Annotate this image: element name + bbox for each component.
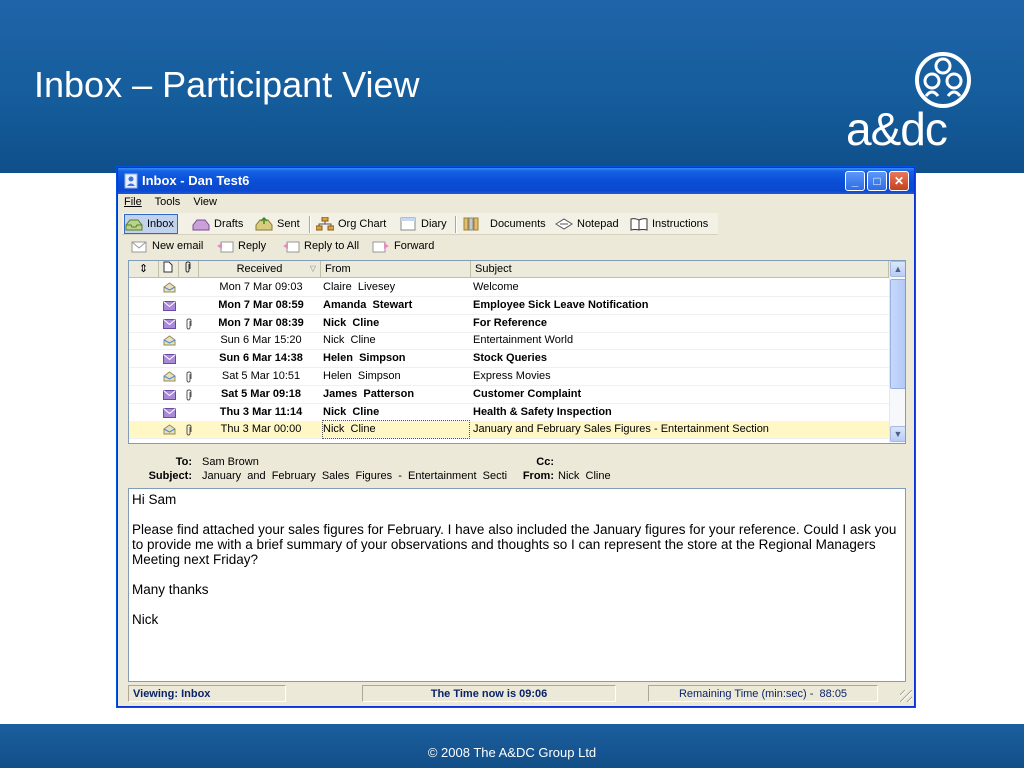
table-row[interactable] xyxy=(129,297,889,315)
org-chart-label: Org Chart xyxy=(338,218,387,230)
drafts-icon xyxy=(192,217,210,231)
message-header xyxy=(128,454,906,488)
received-cell: Thu 3 Mar 00:00 xyxy=(220,423,302,436)
received-cell: Sat 5 Mar 09:18 xyxy=(220,387,302,400)
notepad-icon xyxy=(555,217,573,231)
message-list xyxy=(128,260,906,444)
from-cell: Helen Simpson xyxy=(323,352,406,365)
forward-icon xyxy=(372,239,390,253)
from-label: From: xyxy=(522,470,554,482)
open-envelope-icon xyxy=(163,421,177,438)
received-cell: Thu 3 Mar 11:14 xyxy=(219,405,303,418)
drafts-label: Drafts xyxy=(214,218,244,230)
resize-grip[interactable] xyxy=(900,690,912,702)
people-circle-icon xyxy=(840,50,990,110)
subject-cell: Express Movies xyxy=(473,370,551,382)
app-icon xyxy=(124,173,138,189)
slide-title: Inbox – Participant View xyxy=(34,64,420,105)
type-column-header[interactable] xyxy=(159,261,179,278)
table-row[interactable] xyxy=(129,404,889,422)
sent-icon xyxy=(255,217,273,231)
menu-tools[interactable]: Tools xyxy=(154,196,181,208)
scroll-thumb[interactable] xyxy=(890,279,906,389)
envelope-icon xyxy=(163,297,177,314)
message-toolbar xyxy=(122,235,718,257)
reply-button[interactable] xyxy=(216,237,266,255)
window-titlebar[interactable] xyxy=(118,168,914,194)
subject-cell: Employee Sick Leave Notification xyxy=(473,298,649,311)
attachment-column-header[interactable] xyxy=(179,261,199,278)
reply-all-icon xyxy=(282,239,300,253)
open-envelope-icon xyxy=(163,279,177,296)
to-label: To: xyxy=(175,456,192,468)
menubar xyxy=(124,196,227,214)
received-cell: Sun 6 Mar 14:38 xyxy=(219,352,303,365)
from-column-header[interactable] xyxy=(321,261,471,278)
received-cell: Mon 7 Mar 08:59 xyxy=(218,298,304,311)
table-row[interactable] xyxy=(129,279,889,297)
window-title: Inbox - Dan Test6 xyxy=(142,173,250,188)
from-cell: Claire Livesey xyxy=(323,281,396,293)
time-status: The Time now is 09:06 xyxy=(362,685,616,702)
new-email-icon xyxy=(130,239,148,253)
diary-label: Diary xyxy=(421,218,447,230)
menu-view[interactable]: View xyxy=(193,196,217,208)
subject-cell: Health & Safety Inspection xyxy=(473,405,612,418)
diary-icon xyxy=(399,217,417,231)
list-header xyxy=(129,261,889,278)
logo-text: a&dc xyxy=(846,103,947,155)
table-row[interactable] xyxy=(129,421,889,439)
from-cell: Nick Cline xyxy=(323,405,380,418)
envelope-icon xyxy=(163,315,177,332)
subject-cell: January and February Sales Figures - Entertainment Section xyxy=(473,423,769,436)
toolbar-separator xyxy=(455,216,457,233)
page-icon xyxy=(163,261,173,273)
org-chart-icon xyxy=(316,217,334,231)
from-cell: Nick Cline xyxy=(323,334,376,347)
close-button[interactable]: ✕ xyxy=(889,171,909,191)
subject-header-label: Subject xyxy=(475,263,512,275)
diary-button[interactable] xyxy=(399,215,447,233)
copyright-text: © 2008 The A&DC Group Ltd xyxy=(427,745,597,760)
reply-all-label: Reply to All xyxy=(304,240,360,252)
inbox-label: Inbox xyxy=(147,218,174,230)
sent-label: Sent xyxy=(277,218,300,230)
table-row[interactable] xyxy=(129,332,889,350)
from-value: Nick Cline xyxy=(558,470,611,482)
message-body[interactable] xyxy=(128,488,906,682)
instructions-button[interactable] xyxy=(630,215,708,233)
viewing-status: Viewing: Inbox xyxy=(128,685,286,702)
received-column-header[interactable] xyxy=(199,261,321,278)
paperclip-icon xyxy=(185,315,195,332)
body-signoff: Many thanks xyxy=(132,582,209,597)
org-chart-button[interactable] xyxy=(316,215,386,233)
reply-icon xyxy=(216,239,234,253)
sort-column-header[interactable] xyxy=(129,261,159,278)
from-cell: Nick Cline xyxy=(323,421,469,438)
sort-arrows-icon: ⇕ xyxy=(138,263,149,275)
subject-cell: Customer Complaint xyxy=(473,387,582,400)
scroll-up-button[interactable]: ▲ xyxy=(890,261,906,277)
forward-button[interactable] xyxy=(372,237,434,255)
from-cell: James Patterson xyxy=(323,387,415,400)
drafts-button[interactable] xyxy=(192,215,243,233)
documents-button[interactable] xyxy=(462,215,546,233)
toolbar-separator xyxy=(309,216,311,233)
adc-logo xyxy=(840,50,990,160)
notepad-label: Notepad xyxy=(577,218,619,230)
remaining-time-status: Remaining Time (min:sec) - 88:05 xyxy=(648,685,878,702)
slide-header xyxy=(0,0,1024,173)
maximize-button[interactable]: □ xyxy=(867,171,887,191)
menu-file[interactable]: File xyxy=(124,196,142,208)
received-cell: Sat 5 Mar 10:51 xyxy=(221,370,301,382)
body-signature: Nick xyxy=(132,612,159,627)
open-envelope-icon xyxy=(163,368,177,385)
envelope-icon xyxy=(163,386,177,403)
from-header-label: From xyxy=(325,263,351,275)
table-row[interactable] xyxy=(129,386,889,404)
received-cell: Mon 7 Mar 09:03 xyxy=(219,281,303,293)
notepad-button[interactable] xyxy=(555,215,619,233)
subject-value: January and February Sales Figures - Entertainment Secti xyxy=(202,470,508,482)
subject-cell: Stock Queries xyxy=(473,352,547,365)
paperclip-icon xyxy=(185,386,195,403)
envelope-icon xyxy=(163,404,177,421)
list-scrollbar[interactable] xyxy=(889,261,906,443)
documents-label: Documents xyxy=(490,218,546,230)
received-header-label: Received xyxy=(236,263,283,275)
subject-cell: For Reference xyxy=(473,316,547,329)
paperclip-icon xyxy=(185,368,195,385)
sent-button[interactable] xyxy=(255,215,300,233)
from-cell: Nick Cline xyxy=(323,316,380,329)
from-cell: Helen Simpson xyxy=(323,370,401,382)
paperclip-icon xyxy=(184,261,192,273)
table-row[interactable] xyxy=(129,315,889,333)
open-envelope-icon xyxy=(163,332,177,349)
instructions-label: Instructions xyxy=(652,218,709,230)
subject-label: Subject: xyxy=(148,470,192,482)
reply-label: Reply xyxy=(238,240,267,252)
inbox-button[interactable] xyxy=(124,214,178,234)
new-email-label: New email xyxy=(152,240,204,252)
main-toolbar xyxy=(122,213,718,235)
scroll-down-button[interactable]: ▼ xyxy=(890,426,906,442)
status-bar xyxy=(128,685,914,703)
subject-column-header[interactable] xyxy=(471,261,889,278)
to-value: Sam Brown xyxy=(202,456,259,468)
reply-all-button[interactable] xyxy=(282,237,359,255)
documents-icon xyxy=(462,217,480,231)
inbox-icon xyxy=(125,217,143,231)
received-cell: Sun 6 Mar 15:20 xyxy=(220,334,302,347)
envelope-icon xyxy=(163,350,177,367)
minimize-button[interactable]: _ xyxy=(845,171,865,191)
body-greeting: Hi Sam xyxy=(132,492,177,507)
received-cell: Mon 7 Mar 08:39 xyxy=(218,316,304,329)
subject-cell: Welcome xyxy=(473,281,519,293)
cc-label: Cc: xyxy=(536,456,554,468)
paperclip-icon xyxy=(185,421,195,438)
new-email-button[interactable] xyxy=(130,237,203,255)
book-icon xyxy=(630,217,648,231)
body-paragraph: Please find attached your sales figures for February. I have also included the January figures for your reference. Could I ask you to provide me with a brief summary of your observations and thoughts so I can represent the store at the Regional Managers Meeting next Friday? xyxy=(132,522,897,567)
slide-footer xyxy=(0,724,1024,768)
table-row[interactable] xyxy=(129,368,889,386)
from-cell: Amanda Stewart xyxy=(323,298,413,311)
subject-cell: Entertainment World xyxy=(473,334,574,347)
sort-down-icon: ▽ xyxy=(309,264,316,273)
table-row[interactable] xyxy=(129,350,889,368)
forward-label: Forward xyxy=(394,240,435,252)
inbox-window xyxy=(117,167,915,707)
